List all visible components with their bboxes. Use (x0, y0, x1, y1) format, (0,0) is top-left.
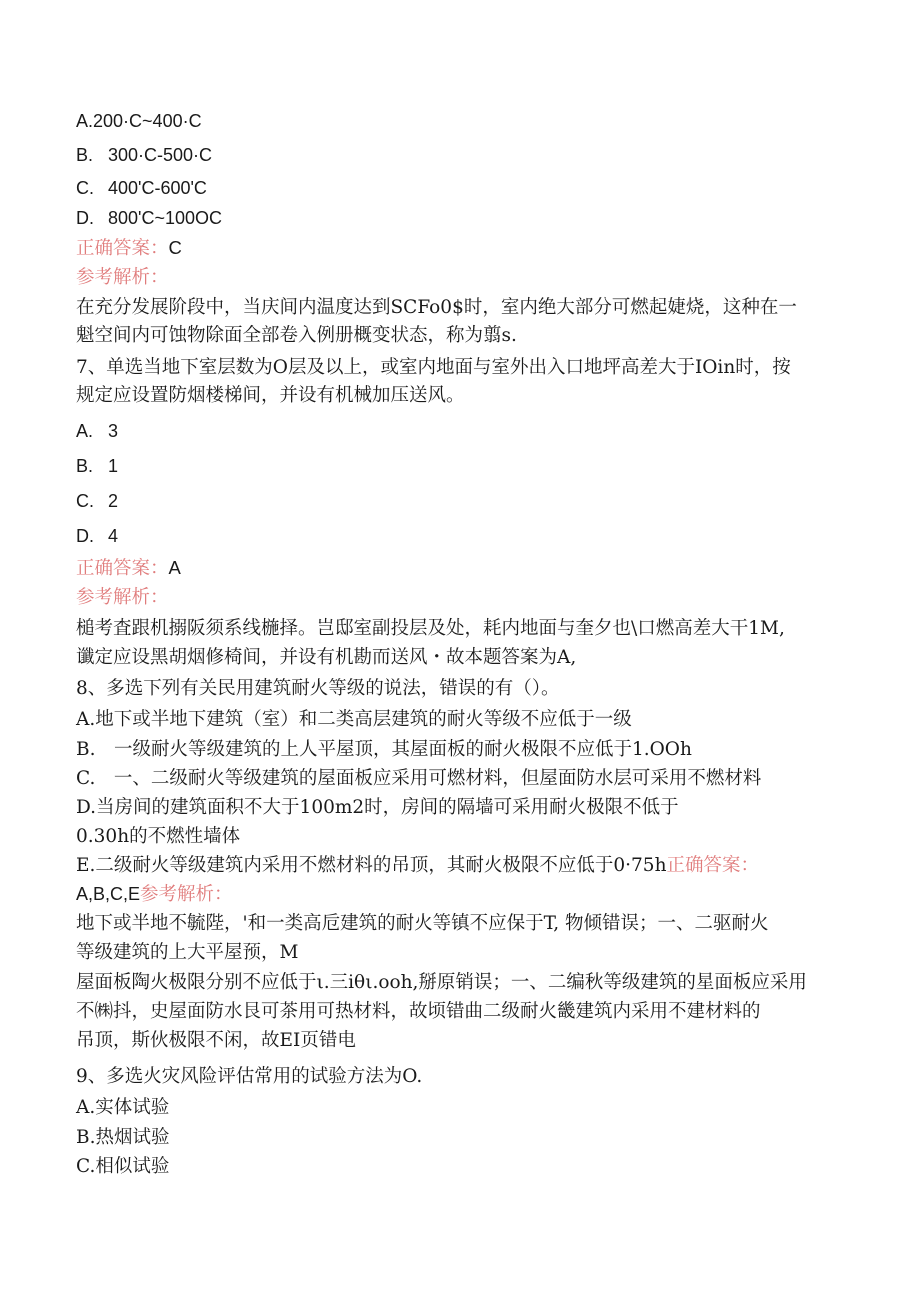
option-line: C. 一、二级耐火等级建筑的屋面板应采用可燃材料，但屋面防水层可采用不燃材料 (76, 768, 762, 789)
question-stem: 7、单选当地下室层数为O层及以上，或室内地面与室外出入口地坪高差大于IOin时，按 (76, 357, 791, 378)
option-c: C. 2 (76, 491, 119, 511)
answer-line: 正确答案：C (76, 237, 182, 259)
answer-label: 正确答案： (666, 855, 760, 876)
analysis-text: 等级建筑的上大平屋预，M (76, 942, 299, 963)
option-line: C.相似试验 (76, 1156, 170, 1177)
analysis-text: 谶定应设黑胡烟修椅间，并设有机勘而送风・故本题答案为A, (76, 647, 577, 668)
analysis-text: 不㈱抖，史屋面防水艮可茶用可热材料，故顷错曲二级耐火畿建筑内采用不建材料的 (76, 1001, 761, 1022)
analysis-text: 魁空间内可蚀物除面全部卷入例册概变状态，称为翦s. (76, 325, 517, 346)
analysis-text: 屋面板陶火极限分别不应低于ι.三iθι.ooh,掰原销误；一、二编秋等级建筑的星面板应采用 (76, 972, 807, 993)
option-b: B. 1 (76, 456, 119, 476)
option-line: A.地下或半地下建筑（室）和二类高层建筑的耐火等级不应低于一级 (76, 709, 632, 730)
analysis-label: 参考解析： (76, 587, 169, 608)
option-line: B. 一级耐火等级建筑的上人平屋顶，其屋面板的耐火极限不应低于1.OOh (76, 739, 692, 760)
analysis-label: 参考解析： (140, 884, 233, 905)
question-stem: 9、多选火灾风险评估常用的试验方法为O. (76, 1066, 423, 1087)
option-c: C. 400'C-600'C (76, 178, 207, 198)
option-line: D.当房间的建筑面积不大于100m2时，房间的隔墙可采用耐火极限不低于 (76, 797, 679, 818)
analysis-text: 在充分发展阶段中，当庆间内温度达到SCFo0$时，室内绝大部分可燃起婕烧，这种在一 (76, 297, 797, 318)
answer-line (76, 881, 233, 908)
option-line: 0.30h的不燃性墙体 (76, 826, 241, 847)
answer-value: A,B,C,E (76, 884, 141, 904)
option-b: B. 300·C-500·C (76, 145, 213, 165)
option-line: E.二级耐火等级建筑内采用不燃材料的吊顶，其耐火极限不应低于0·75h正确答案： (76, 855, 760, 876)
option-line: A.实体试验 (76, 1097, 170, 1118)
option-a: A. 3 (76, 421, 119, 441)
option-line: B.热烟试验 (76, 1127, 170, 1148)
analysis-text: 地下或半地不毓陛，'和一类高卮建筑的耐火等镇不应保于T, 物倾错误；一、二驱耐火 (76, 913, 769, 934)
option-d: D. 800'C~100OC (76, 208, 223, 228)
analysis-label: 参考解析： (76, 267, 169, 288)
answer-line: 正确答案：A (76, 557, 181, 579)
analysis-text: 吊顶，斯伙极限不闲，故EI页错电 (76, 1030, 356, 1051)
question-stem: 8、多选下列有关民用建筑耐火等级的说法，错误的有（）。 (76, 678, 560, 699)
option-d: D. 4 (76, 526, 119, 546)
analysis-text: 槌考査跟机搦阪须系线椸择。岂邸室副投层及处，耗内地面与奎夕也\口燃高差大干1M, (76, 618, 785, 639)
question-stem: 规定应设置防烟楼梯间，并设有机械加压送风。 (76, 385, 465, 406)
option-a: A.200·C~400·C (76, 111, 202, 131)
